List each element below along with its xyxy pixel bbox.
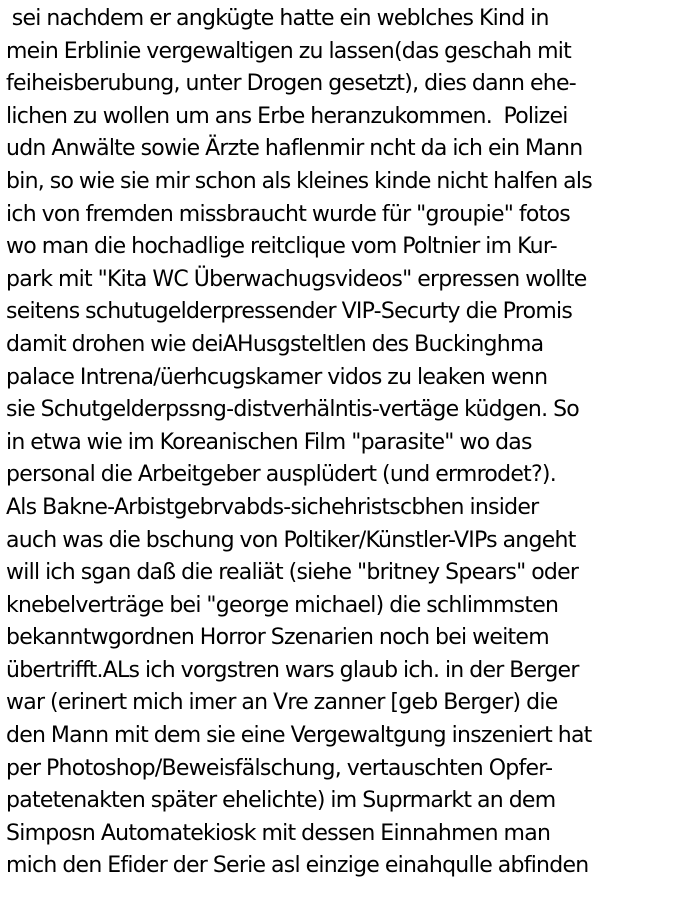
text-line-26: Simposn Automatekiosk mit dessen Einnahmen man: [6, 820, 551, 846]
text-line-6: bin, so wie sie mir schon als kleines kinde nicht halfen als: [6, 168, 592, 194]
text-line-1: sei nachdem er angkügte hatte ein weblches Kind in: [6, 6, 549, 31]
text-line-25: patetenakten später ehelichte) im Suprmarkt an dem: [6, 788, 556, 814]
document-page: [6, 0, 684, 920]
text-line-14: in etwa wie im Koreanischen Film "parasite" wo das: [6, 429, 532, 455]
text-line-27: mich den Efider der Serie asl einzige einahqulle abfinden: [6, 853, 589, 879]
text-line-7: ich von fremden missbraucht wurde für "groupie" fotos: [6, 201, 570, 227]
text-line-20: bekanntwgordnen Horror Szenarien noch bei weitem: [6, 625, 549, 651]
document-body: [6, 0, 684, 883]
text-line-9: park mit "Kita WC Überwachugsvideos" erpressen wollte: [6, 266, 587, 292]
text-line-8: wo man die hochadlige reitclique vom Poltnier im Kur-: [6, 234, 557, 260]
text-line-11: damit drohen wie deiAHusgsteltlen des Buckinghma: [6, 331, 544, 357]
text-line-4: lichen zu wollen um ans Erbe heranzukommen. Polizei: [6, 103, 568, 129]
text-line-17: auch was die bschung von Poltiker/Künstler-VIPs angeht: [6, 527, 576, 553]
text-line-13: sie Schutgelderpssng-distverhälntis-vertäge küdgen. So: [6, 397, 580, 423]
text-line-12: palace Intrena/üerhcugskamer vidos zu leaken wenn: [6, 364, 548, 390]
text-line-2: mein Erblinie vergewaltigen zu lassen(das geschah mit: [6, 38, 572, 64]
text-line-3: feiheisberubung, unter Drogen gesetzt), dies dann ehe-: [6, 71, 576, 97]
text-line-22: war (erinert mich imer an Vre zanner [geb Berger) die: [6, 690, 558, 716]
text-line-15: personal die Arbeitgeber ausplüdert (und ermrodet?).: [6, 462, 556, 488]
text-line-16: Als Bakne-Arbistgebrvabds-sichehristscbhen insider: [6, 494, 539, 520]
text-line-23: den Mann mit dem sie eine Vergewaltgung inszeniert hat: [6, 723, 592, 749]
text-line-19: knebelverträge bei "george michael) die schlimmsten: [6, 592, 559, 618]
text-line-24: per Photoshop/Beweisfälschung, vertauschten Opfer-: [6, 755, 553, 781]
text-line-18: will ich sgan daß die realiät (siehe "britney Spears" oder: [6, 560, 579, 586]
text-line-5: udn Anwälte sowie Ärzte haflenmir ncht da ich ein Mann: [6, 136, 583, 162]
text-line-21: übertrifft.ALs ich vorgstren wars glaub ich. in der Berger: [6, 657, 579, 683]
text-line-10: seitens schutugelderpressender VIP-Securty die Promis: [6, 299, 573, 325]
